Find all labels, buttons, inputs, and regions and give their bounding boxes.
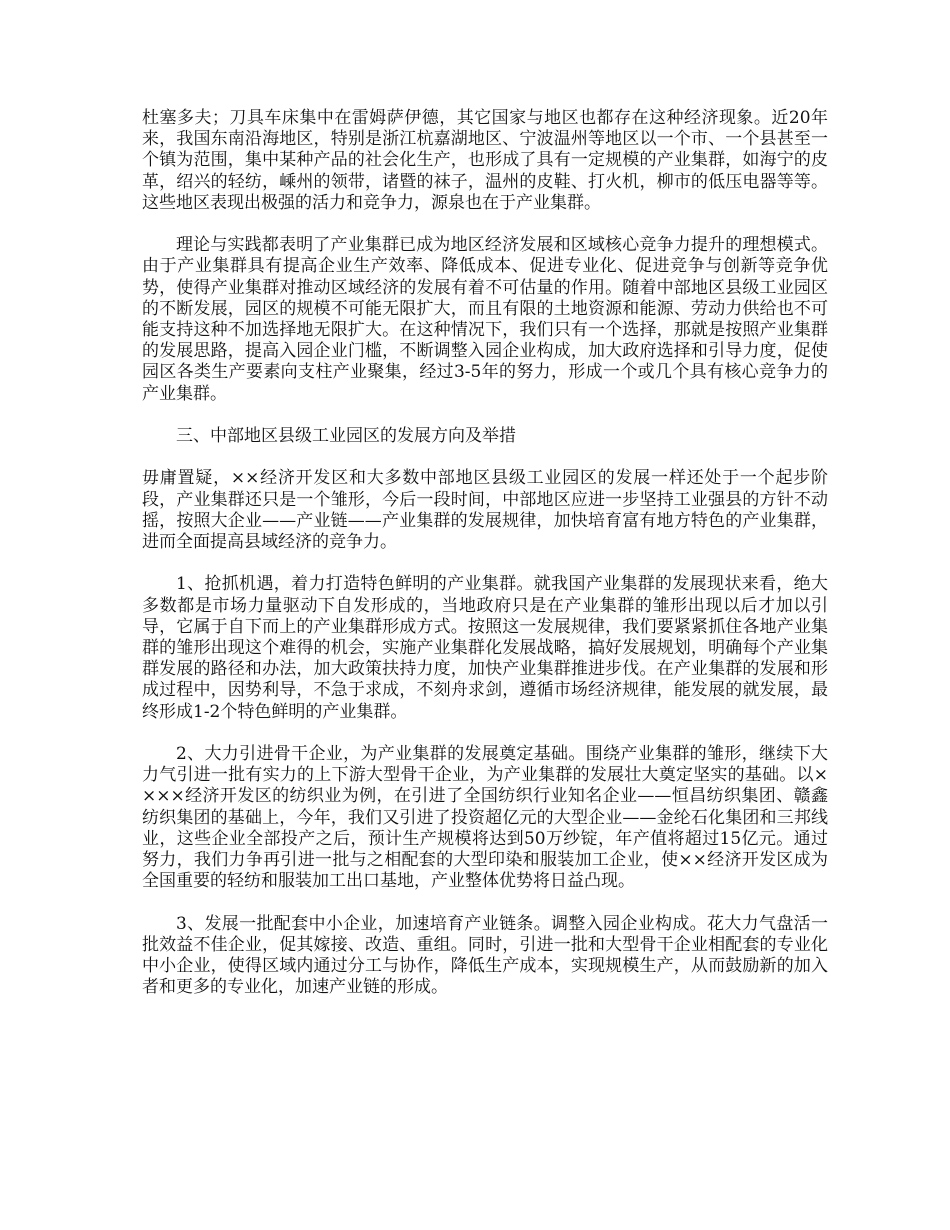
paragraph-continuation: 杜塞多夫；刀具车床集中在雷姆萨伊德，其它国家与地区也都存在这种经济现象。近20年来，我国东南沿海地区，特别是浙江杭嘉湖地区、宁波温州等地区以一个市、一个县甚至一个镇为范围，集中某种产品的社会化生产，也形成了具有一定规模的产业集群，如海宁的皮革，绍兴的轻纺，嵊州的领带，诸暨的袜子，温州的皮鞋、打火机，柳市的低压电器等等。这些地区表现出极强的活力和竞争力，源泉也在于产业集群。 bbox=[142, 108, 828, 213]
paragraph-measure-3: 3、发展一批配套中小企业，加速培育产业链条。调整入园企业构成。花大力气盘活一批效益不佳企业，促其嫁接、改造、重组。同时，引进一批和大型骨干企业相配套的专业化中小企业，使得区域内通过分工与协作，降低生产成本，实现规模生产，从而鼓励新的加入者和更多的专业化，加速产业链的形成。 bbox=[142, 913, 828, 998]
section-heading: 三、中部地区县级工业园区的发展方向及举措 bbox=[176, 426, 516, 447]
paragraph-theory-practice: 理论与实践都表明了产业集群已成为地区经济发展和区域核心竞争力提升的理想模式。由于产业集群具有提高企业生产效率、降低成本、促进专业化、促进竞争与创新等竞争优势，使得产业集群对推动区域经济的发展有着不可估量的作用。随着中部地区县级工业园区的不断发展，园区的规模不可能无限扩大，而且有限的土地资源和能源、劳动力供给也不可能支持这种不加选择地无限扩大。在这种情况下，我们只有一个选择，那就是按照产业集群的发展思路，提高入园企业门槛，不断调整入园企业构成，加大政府选择和引导力度，促使园区各类生产要素向支柱产业聚集，经过3-5年的努力，形成一个或几个具有核心竞争力的产业集群。 bbox=[142, 235, 828, 404]
paragraph-current-status: 毋庸置疑，××经济开发区和大多数中部地区县级工业园区的发展一样还处于一个起步阶段，产业集群还只是一个雏形，今后一段时间，中部地区应进一步坚持工业强县的方针不动摇，按照大企业——产业链——产业集群的发展规律，加快培育富有地方特色的产业集群，进而全面提高县域经济的竞争力。 bbox=[142, 468, 828, 553]
paragraph-measure-2: 2、大力引进骨干企业，为产业集群的发展奠定基础。围绕产业集群的雏形，继续下大力气引进一批有实力的上下游大型骨干企业，为产业集群的发展壮大奠定坚实的基础。以××××经济开发区的纺织业为例，在引进了全国纺织行业知名企业——恒昌纺织集团、赣鑫纺织集团的基础上，今年，我们又引进了投资超亿元的大型企业——金纶石化集团和三邦线业，这些企业全部投产之后，预计生产规模将达到50万纱锭，年产值将超过15亿元。通过努力，我们力争再引进一批与之相配套的大型印染和服装加工企业，使××经济开发区成为全国重要的轻纺和服装加工出口基地，产业整体优势将日益凸现。 bbox=[142, 744, 828, 892]
paragraph-measure-1: 1、抢抓机遇，着力打造特色鲜明的产业集群。就我国产业集群的发展现状来看，绝大多数都是市场力量驱动下自发形成的，当地政府只是在产业集群的雏形出现以后才加以引导，它属于自下而上的产业集群形成方式。按照这一发展规律，我们要紧紧抓住各地产业集群的雏形出现这个难得的机会，实施产业集群化发展战略，搞好发展规划，明确每个产业集群发展的路径和办法，加大政策扶持力度，加快产业集群推进步伐。在产业集群的发展和形成过程中，因势利导，不急于求成，不刻舟求剑，遵循市场经济规律，能发展的就发展，最终形成1-2个特色鲜明的产业集群。 bbox=[142, 574, 828, 722]
document-body bbox=[142, 108, 828, 1020]
